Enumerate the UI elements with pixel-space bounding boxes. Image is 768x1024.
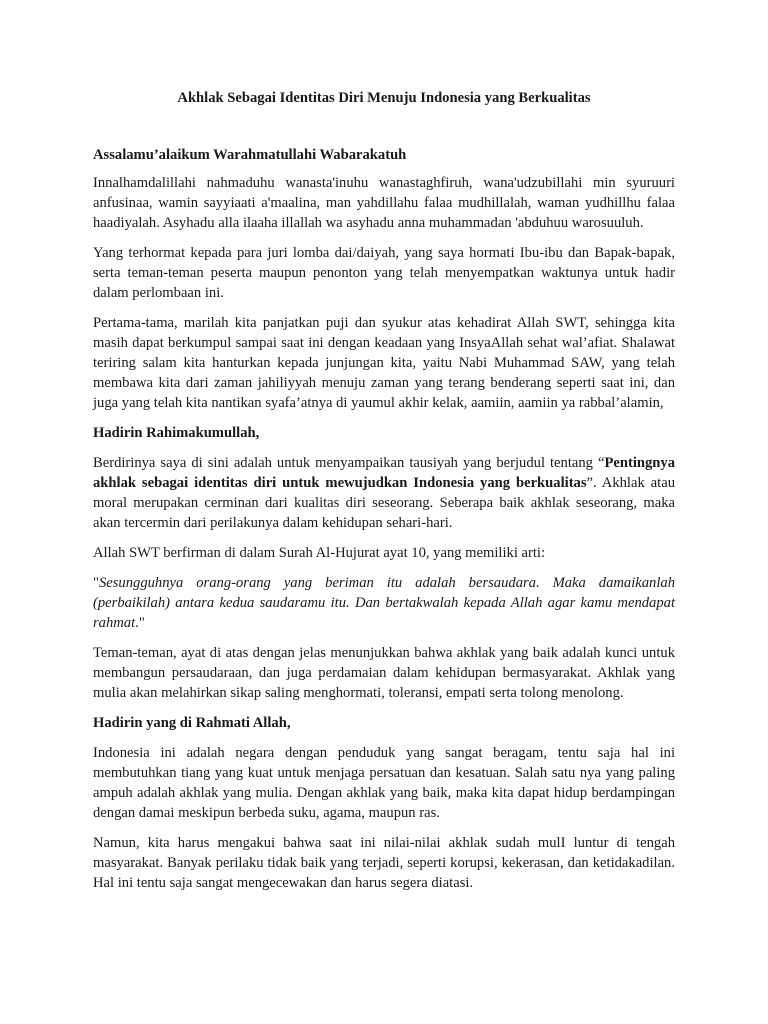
paragraph-respect: Yang terhormat kepada para juri lomba dai/daiyah, yang saya hormati Ibu-ibu dan Bapak-bapak, serta teman-teman peserta maupun penonton yang telah menyempatkan waktunya untuk hadir dalam perlombaan ini.: [93, 245, 675, 301]
document-title: Akhlak Sebagai Identitas Diri Menuju Indonesia yang Berkualitas: [177, 90, 591, 106]
paragraph-verse-quote: [93, 573, 675, 633]
paragraph-gratitude: Pertama-tama, marilah kita panjatkan puji dan syukur atas kehadirat Allah SWT, sehingga kita masih dapat berkumpul sampai saat ini dengan keadaan yang InsyaAllah sehat wal’afiat. Shalawat teriring salam kita hanturkan kepada junjungan kita, yaitu Nabi Muhammad SAW, yang telah membawa kita dari zaman jahiliyyah menuju zaman yang terang benderang seperti saat ini, dan juga yang telah kita nantikan syafa’atnya di yaumul akhir kelak, aamiin, aamiin ya rabbal’alamin,: [93, 315, 675, 411]
topic-title-bold: Pentingnya akhlak sebagai identitas diri untuk mewujudkan Indonesia yang berkualitas: [93, 455, 675, 491]
paragraph-topic: [93, 453, 675, 533]
topic-explanation-text: ”. Akhlak atau moral merupakan cerminan dari kualitas diri seseorang. Seberapa baik akhlak seseorang, maka akan tercermin dari perilakunya dalam kehidupan sehari-hari.: [93, 475, 676, 531]
topic-intro-text: Berdirinya saya di sini adalah untuk menyampaikan tausiyah yang berjudul tentang “: [93, 455, 605, 471]
quote-close-mark: .": [135, 615, 145, 631]
opening-greeting: Assalamu’alaikum Warahmatullahi Wabarakatuh: [93, 147, 407, 163]
paragraph-verse-intro: Allah SWT berfirman di dalam Surah Al-Hujurat ayat 10, yang memiliki arti:: [93, 545, 546, 561]
document-page: [93, 88, 675, 903]
heading-hadirin-rahmati-allah: Hadirin yang di Rahmati Allah,: [93, 715, 291, 731]
paragraph-moral-decline: Namun, kita harus mengakui bahwa saat ini nilai-nilai akhlak sudah mulI luntur di tengah masyarakat. Banyak perilaku tidak baik yang terjadi, seperti korupsi, kekerasan, dan ketidakadilan. Hal ini tentu saja sangat mengecewakan dan harus segera diatasi.: [93, 835, 675, 891]
heading-hadirin-rahimakumullah: Hadirin Rahimakumullah,: [93, 425, 260, 441]
quote-open-mark: ": [93, 575, 99, 591]
paragraph-verse-meaning: Teman-teman, ayat di atas dengan jelas menunjukkan bahwa akhlak yang baik adalah kunci untuk membangun persaudaraan, dan juga perdamaian dalam kehidupan bermasyarakat. Akhlak yang mulia akan melahirkan sikap saling menghormati, toleransi, empati serta tolong menolong.: [93, 645, 675, 701]
verse-translation: Sesungguhnya orang-orang yang beriman itu adalah bersaudara. Maka damaikanlah (perbaikilah) antara kedua saudaramu itu. Dan bertakwalah kepada Allah agar kamu mendapat rahmat: [93, 575, 675, 631]
paragraph-indonesia-diversity: Indonesia ini adalah negara dengan penduduk yang sangat beragam, tentu saja hal ini membutuhkan tiang yang kuat untuk menjaga persatuan dan kesatuan. Salah satu nya yang paling ampuh adalah akhlak yang mulia. Dengan akhlak yang baik, maka kita dapat hidup berdampingan dengan damai meskipun berbeda suku, agama, maupun ras.: [93, 745, 675, 821]
paragraph-opening-prayer: Innalhamdalillahi nahmaduhu wanasta'inuhu wanastaghfiruh, wana'udzubillahi min syuruuri anfusinaa, wamin sayyiaati a'maalina, man yahdillahu falaa mudhillalah, waman yudhillhu falaa haadiyalah. Asyhadu alla ilaaha illallah wa asyhadu anna muhammadan 'abduhuu warosuuluh.: [93, 175, 675, 231]
